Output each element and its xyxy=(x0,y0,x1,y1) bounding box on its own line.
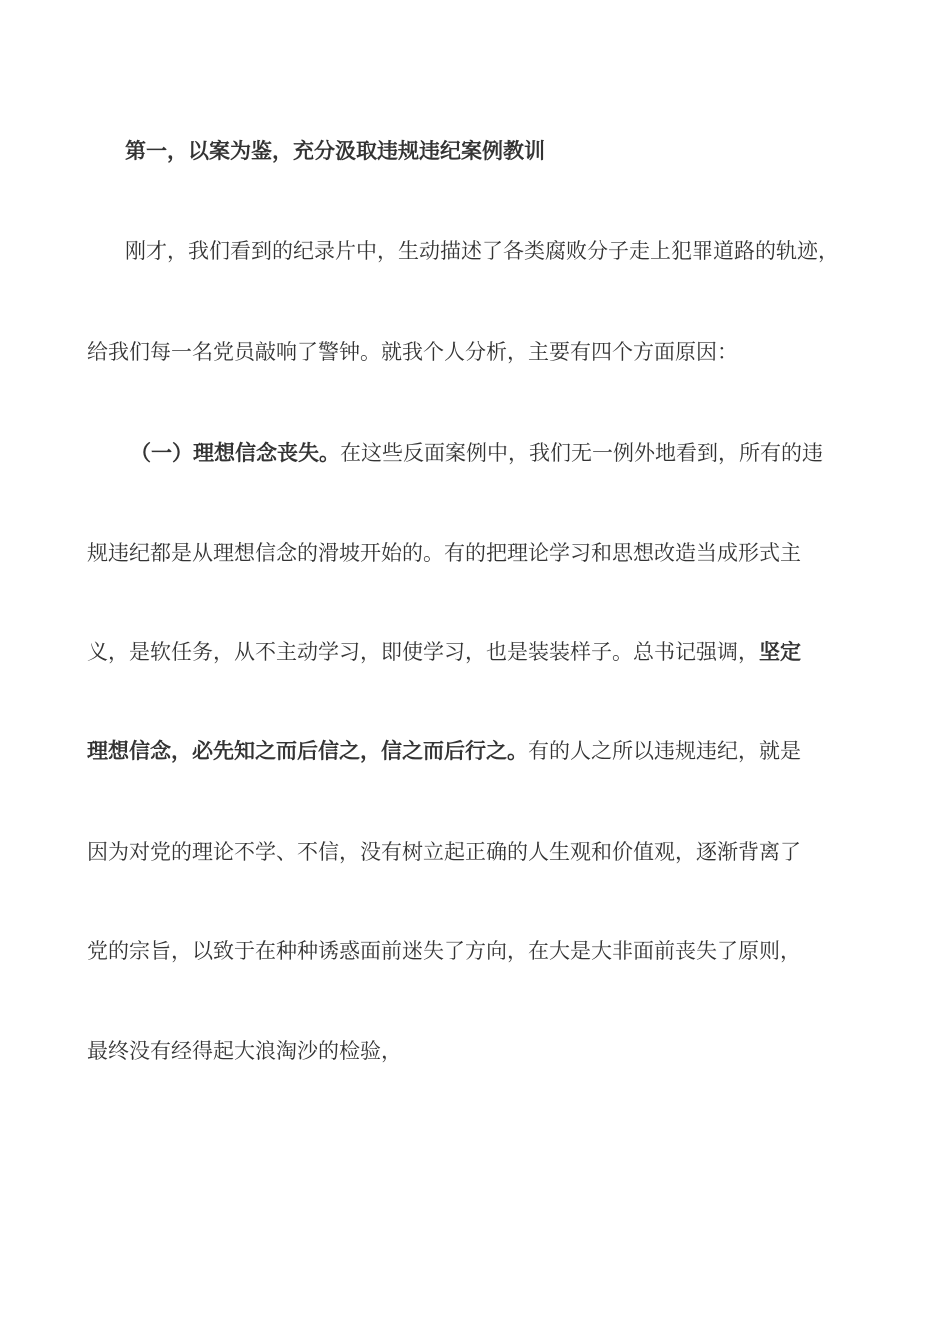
paragraph-line-9: 最终没有经得起大浪淘沙的检验， xyxy=(87,1039,402,1063)
line-5-text: 义，是软任务，从不主动学习，即使学习，也是装装样子。总书记强调， xyxy=(87,640,759,664)
paragraph-line-3 xyxy=(130,438,930,468)
line-6-text: 有的人之所以违规违纪，就是 xyxy=(528,739,801,763)
line-3-text: 在这些反面案例中，我们无一例外地看到，所有的违 xyxy=(340,441,823,465)
paragraph-line-7: 因为对党的理论不学、不信，没有树立起正确的人生观和价值观，逐渐背离了 xyxy=(87,840,801,864)
paragraph-line-2: 给我们每一名党员敲响了警钟。就我个人分析，主要有四个方面原因： xyxy=(87,340,738,364)
paragraph-line-6 xyxy=(87,736,887,766)
paragraph-line-4: 规违纪都是从理想信念的滑坡开始的。有的把理论学习和思想改造当成形式主 xyxy=(87,541,801,565)
section-heading: 第一，以案为鉴，充分汲取违规违纪案例教训 xyxy=(125,139,545,163)
bold-phrase-ideals-lost: （一）理想信念丧失。 xyxy=(130,441,340,465)
paragraph-line-1: 刚才，我们看到的纪录片中，生动描述了各类腐败分子走上犯罪道路的轨迹， xyxy=(125,239,839,263)
bold-phrase-quote: 理想信念，必先知之而后信之，信之而后行之。 xyxy=(87,739,528,763)
paragraph-line-5 xyxy=(87,637,887,667)
paragraph-line-8: 党的宗旨，以致于在种种诱惑面前迷失了方向，在大是大非面前丧失了原则， xyxy=(87,939,801,963)
bold-phrase-firm: 坚定 xyxy=(759,640,801,664)
